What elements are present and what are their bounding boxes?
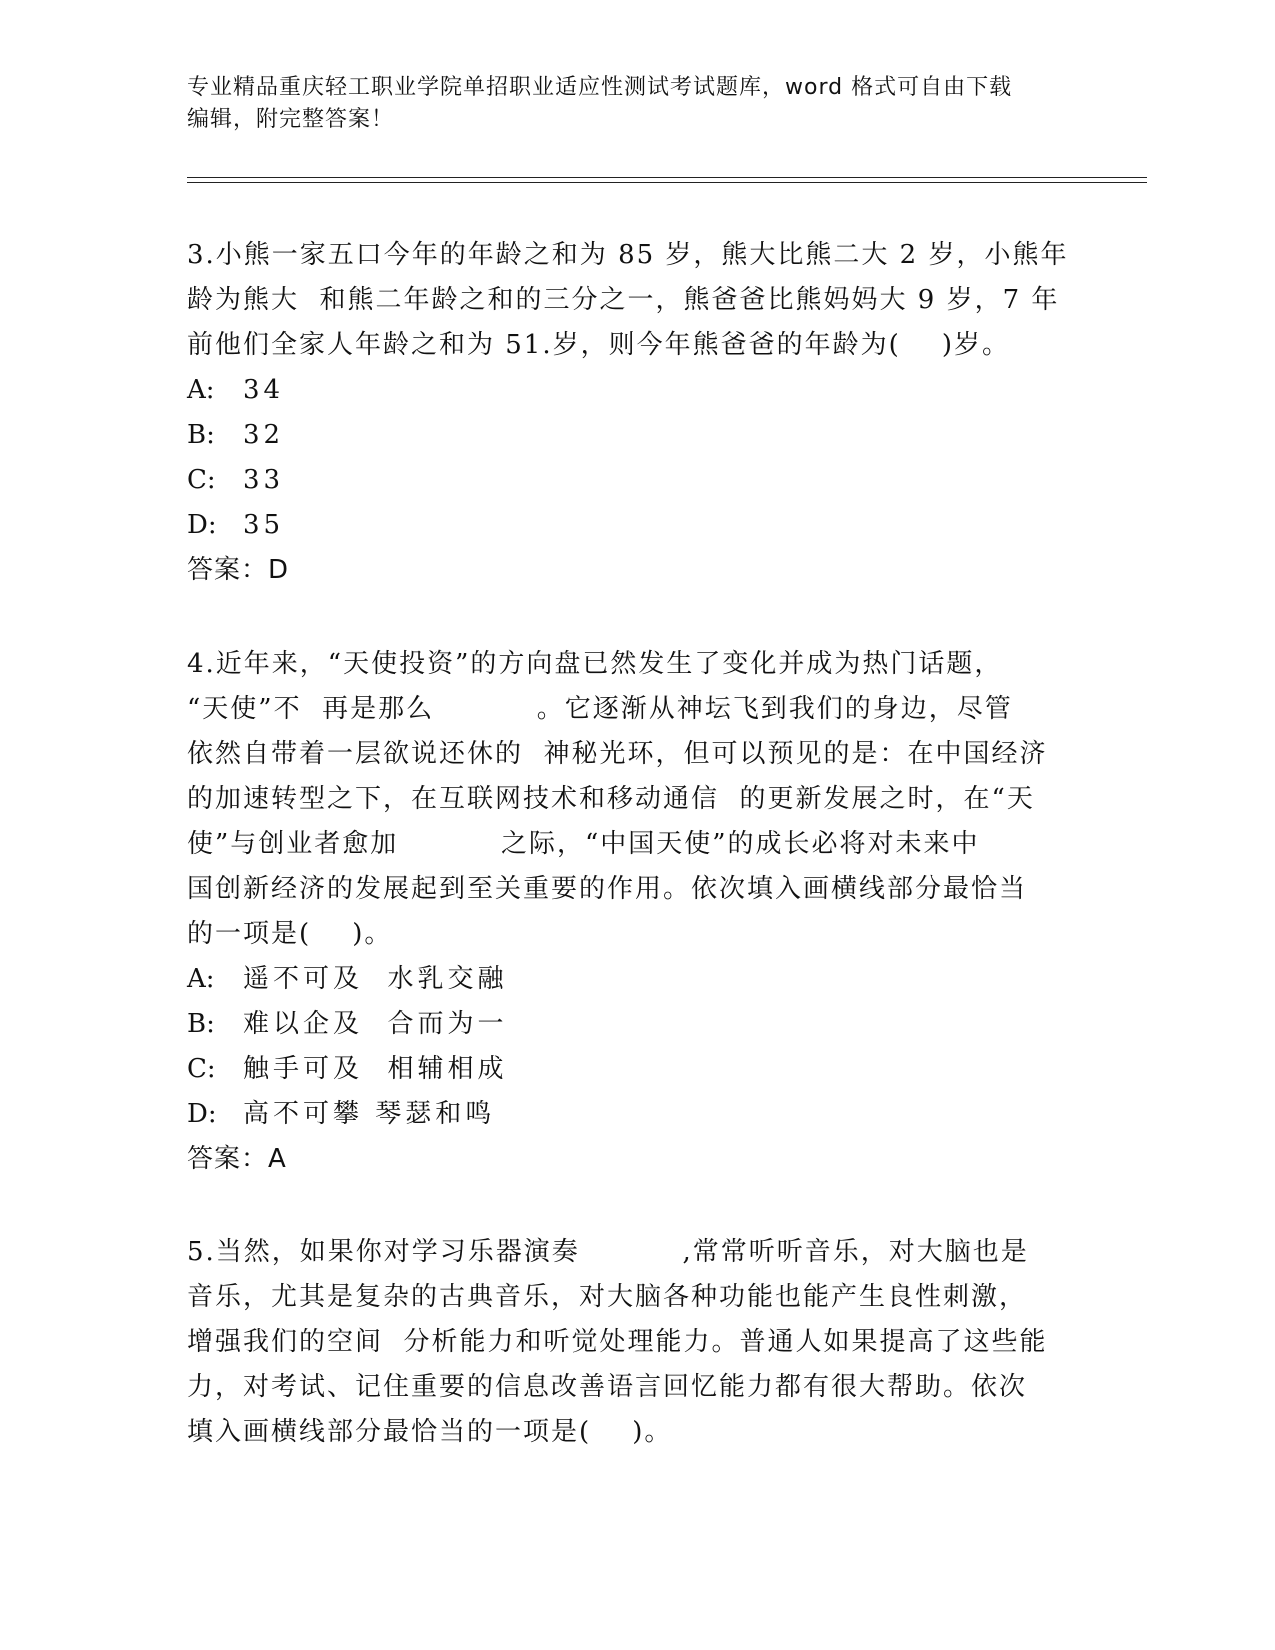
option-a	[187, 368, 1087, 413]
document-header	[187, 72, 1087, 136]
option-text: 34	[243, 375, 285, 405]
question-text-line: 使”与创业者愈加 之际，“中国天使”的成长必将对未来中	[187, 829, 980, 859]
option-key: C:	[187, 1054, 216, 1084]
question-5	[187, 1230, 1087, 1455]
option-key: B:	[187, 1009, 215, 1039]
option-d	[187, 1092, 1087, 1137]
question-text-line: 的一项是( )。	[187, 919, 393, 949]
question-3	[187, 233, 1087, 593]
option-c	[187, 1047, 1087, 1092]
option-text: 35	[243, 510, 285, 540]
question-text-line: 填入画横线部分最恰当的一项是( )。	[187, 1417, 673, 1447]
question-text-line: 3.小熊一家五口今年的年龄之和为 85 岁，熊大比熊二大 2 岁，小熊年	[187, 240, 1069, 270]
question-text-line: 增强我们的空间 分析能力和听觉处理能力。普通人如果提高了这些能	[187, 1327, 1048, 1357]
option-key: D:	[187, 1099, 217, 1129]
option-text: 32	[243, 420, 285, 450]
option-key: D:	[187, 510, 217, 540]
option-text: 高不可攀 琴瑟和鸣	[243, 1099, 496, 1129]
question-text-line: 国创新经济的发展起到至关重要的作用。依次填入画横线部分最恰当	[187, 874, 1028, 904]
header-line-1: 专业精品重庆轻工职业学院单招职业适应性测试考试题库，word 格式可自由下载	[187, 75, 1013, 100]
option-text: 触手可及 相辅相成	[243, 1054, 508, 1084]
option-a	[187, 957, 1087, 1002]
option-key: A:	[187, 375, 215, 405]
option-b	[187, 413, 1087, 458]
question-text-line: 的加速转型之下，在互联网技术和移动通信 的更新发展之时，在“天	[187, 784, 1035, 814]
question-text-line: 4.近年来，“天使投资”的方向盘已然发生了变化并成为热门话题，	[187, 649, 1003, 679]
question-text-line: 前他们全家人年龄之和为 51.岁，则今年熊爸爸的年龄为( )岁。	[187, 330, 1010, 360]
option-key: C:	[187, 465, 216, 495]
option-key: B:	[187, 420, 215, 450]
header-divider-top	[187, 177, 1147, 178]
option-b	[187, 1002, 1087, 1047]
answer-line: 答案：D	[187, 555, 290, 585]
option-c	[187, 458, 1087, 503]
question-text-line: 依然自带着一层欲说还休的 神秘光环，但可以预见的是：在中国经济	[187, 739, 1048, 769]
option-text: 33	[243, 465, 285, 495]
header-line-2: 编辑，附完整答案！	[187, 107, 395, 132]
answer-line: 答案：A	[187, 1144, 287, 1174]
header-divider-bottom	[187, 182, 1147, 183]
option-key: A:	[187, 964, 215, 994]
option-text: 难以企及 合而为一	[243, 1009, 508, 1039]
question-text-line: 音乐，尤其是复杂的古典音乐，对大脑各种功能也能产生良性刺激，	[187, 1282, 1028, 1312]
question-text-line: 力，对考试、记住重要的信息改善语言回忆能力都有很大帮助。依次	[187, 1372, 1028, 1402]
option-d	[187, 503, 1087, 548]
question-4	[187, 642, 1087, 1182]
option-text: 遥不可及 水乳交融	[243, 964, 508, 994]
question-text-line: 5.当然，如果你对学习乐器演奏 ,常常听听音乐，对大脑也是	[187, 1237, 1029, 1267]
question-text-line: 龄为熊大 和熊二年龄之和的三分之一，熊爸爸比熊妈妈大 9 岁，7 年	[187, 285, 1060, 315]
question-text-line: “天使”不 再是那么 。它逐渐从神坛飞到我们的身边，尽管	[187, 694, 1013, 724]
